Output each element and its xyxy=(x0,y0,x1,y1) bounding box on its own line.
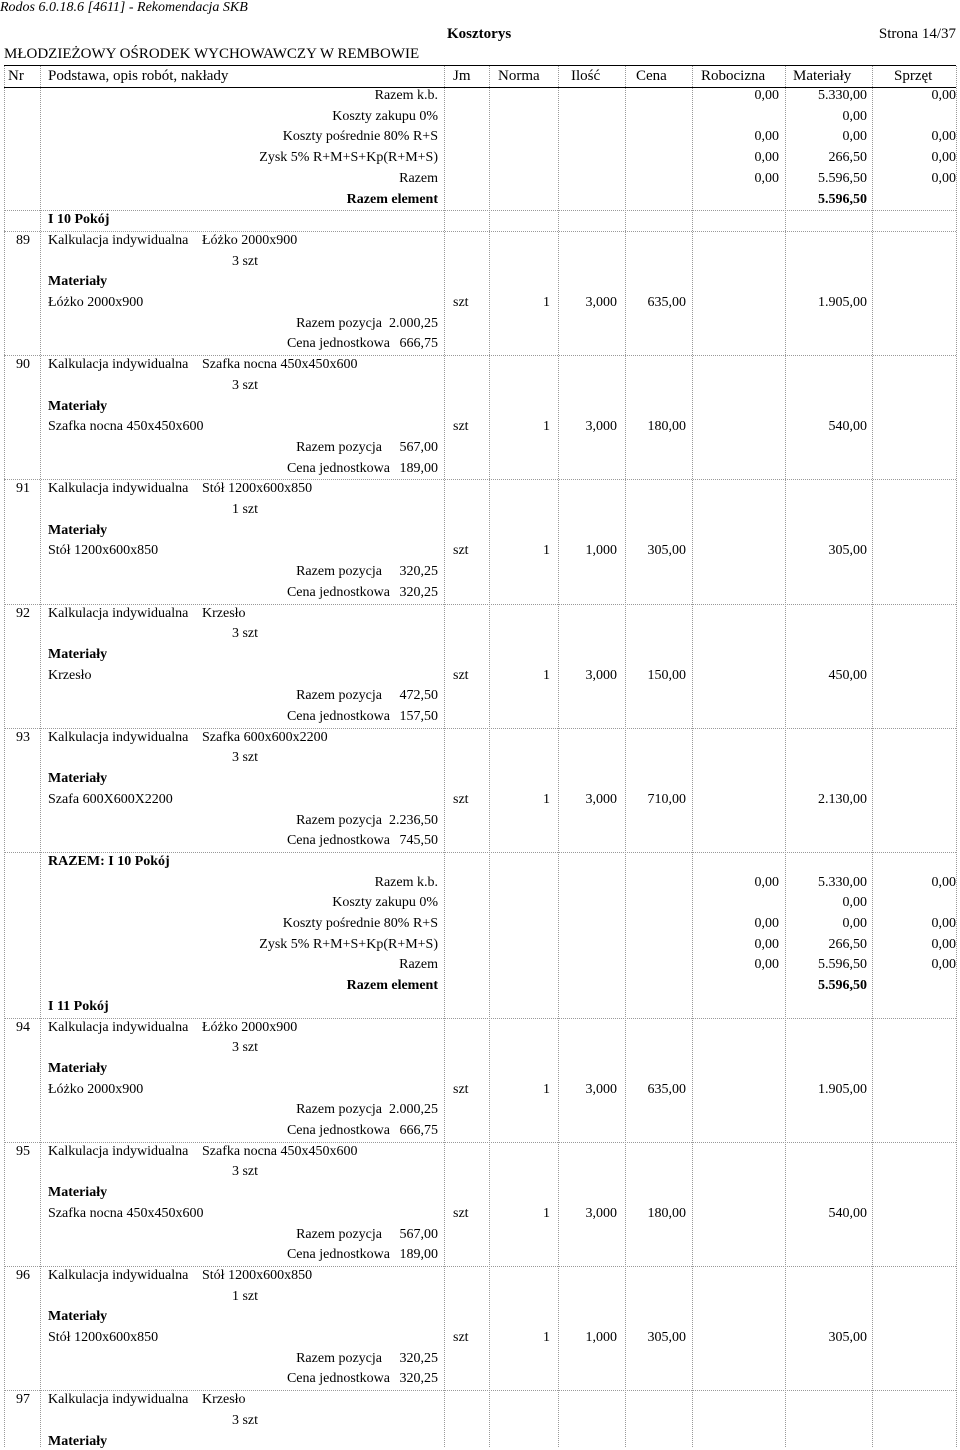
item-basis: Kalkulacja indywidualna xyxy=(48,1392,189,1408)
material-jm: szt xyxy=(453,295,469,310)
materials-header: Materiały xyxy=(48,1060,108,1076)
razem-pozycja-label: Razem pozycja xyxy=(296,564,382,580)
material-wartosc: 1.905,00 xyxy=(818,1081,867,1097)
razem-pozycja-value: 320,25 xyxy=(399,564,438,580)
summary-sprzet: 0,00 xyxy=(931,916,956,931)
summary-label: Razem xyxy=(399,957,438,973)
material-norma: 1 xyxy=(543,667,550,683)
summary-materialy: 0,00 xyxy=(842,916,867,931)
summary-sprzet: 0,00 xyxy=(931,150,956,166)
item-quantity: 3 szt xyxy=(231,377,258,393)
grid-line xyxy=(4,1390,956,1391)
item-basis: Kalkulacja indywidualna xyxy=(48,1143,189,1159)
razem-pozycja-label: Razem pozycja xyxy=(296,1226,382,1242)
summary-materialy: 266,50 xyxy=(828,150,867,166)
col-nr: Nr xyxy=(8,68,24,84)
cena-jednostkowa-label: Cena jednostkowa xyxy=(286,584,390,600)
summary-sprzet: 0,00 xyxy=(931,874,956,890)
cena-jednostkowa-label: Cena jednostkowa xyxy=(286,336,390,352)
material-cena: 635,00 xyxy=(647,295,686,310)
item-basis: Kalkulacja indywidualna xyxy=(48,232,189,248)
grid-line xyxy=(4,1266,956,1267)
summary-materialy: 5.596,50 xyxy=(818,170,867,186)
doc-title: Kosztorys xyxy=(447,26,512,42)
item-description: Szafka nocna 450x450x600 xyxy=(202,357,358,373)
item-description: Krzesło xyxy=(202,1392,246,1408)
page-label: Strona 14/37 xyxy=(878,26,956,42)
item-number: 90 xyxy=(16,357,30,373)
material-jm: szt xyxy=(453,543,469,559)
material-norma: 1 xyxy=(543,295,550,310)
summary-materialy: 0,00 xyxy=(842,129,867,145)
materials-header: Materiały xyxy=(48,522,108,538)
grid-line xyxy=(4,1018,956,1019)
grid-line xyxy=(4,1142,956,1143)
item-description: Krzesło xyxy=(202,605,246,621)
material-norma: 1 xyxy=(543,791,550,807)
materials-header: Materiały xyxy=(48,274,108,290)
cena-jednostkowa-label: Cena jednostkowa xyxy=(286,833,390,849)
razem-pozycja-label: Razem pozycja xyxy=(296,688,382,704)
summary-materialy: 5.330,00 xyxy=(818,874,867,890)
col-robocizna: Robocizna xyxy=(701,68,766,84)
razem-pozycja-label: Razem pozycja xyxy=(296,1102,382,1118)
item-basis: Kalkulacja indywidualna xyxy=(48,357,189,373)
materials-header: Materiały xyxy=(48,1185,108,1201)
item-number: 93 xyxy=(16,729,30,745)
material-wartosc: 2.130,00 xyxy=(818,791,867,807)
razem-pozycja-label: Razem pozycja xyxy=(296,315,382,331)
summary-label: Koszty pośrednie 80% R+S xyxy=(282,916,438,931)
cena-jednostkowa-value: 666,75 xyxy=(399,1123,438,1138)
summary-robocizna: 0,00 xyxy=(754,88,779,103)
col-jm: Jm xyxy=(453,68,471,84)
summary-label: Razem element xyxy=(346,978,438,994)
razem-pozycja-label: Razem pozycja xyxy=(296,439,382,455)
grid-line xyxy=(692,66,693,1447)
summary-label: Razem k.b. xyxy=(374,88,438,103)
item-basis: Kalkulacja indywidualna xyxy=(48,605,189,621)
summary-label: Koszty zakupu 0% xyxy=(332,895,438,911)
item-description: Łóżko 2000x900 xyxy=(202,232,298,248)
cena-jednostkowa-value: 157,50 xyxy=(399,709,438,724)
grid-line xyxy=(4,87,956,88)
materials-header: Materiały xyxy=(48,646,108,662)
item-quantity: 3 szt xyxy=(231,626,258,642)
grid-line xyxy=(4,355,956,356)
summary-robocizna: 0,00 xyxy=(754,874,779,890)
item-quantity: 1 szt xyxy=(231,502,258,517)
razem-pozycja-value: 320,25 xyxy=(399,1350,438,1366)
summary-materialy: 5.330,00 xyxy=(818,88,867,103)
item-number: 91 xyxy=(16,481,30,497)
section-title: I 11 Pokój xyxy=(48,998,109,1014)
col-norma: Norma xyxy=(498,68,540,84)
grid-line xyxy=(489,66,490,1447)
item-basis: Kalkulacja indywidualna xyxy=(48,1267,189,1283)
item-quantity: 3 szt xyxy=(231,1040,258,1056)
item-description: Stół 1200x600x850 xyxy=(202,481,313,497)
cena-jednostkowa-value: 189,00 xyxy=(399,460,438,476)
grid-line xyxy=(625,66,626,1447)
item-description: Łóżko 2000x900 xyxy=(202,1019,298,1035)
materials-header: Materiały xyxy=(48,1433,108,1449)
grid-line xyxy=(956,66,957,1447)
razem-pozycja-value: 2.236,50 xyxy=(389,812,438,828)
summary-label: Razem element xyxy=(346,191,438,207)
summary-label: Razem k.b. xyxy=(374,874,438,890)
col-sprzet: Sprzęt xyxy=(894,68,933,84)
item-basis: Kalkulacja indywidualna xyxy=(48,729,189,745)
cena-jednostkowa-value: 320,25 xyxy=(399,584,438,600)
summary-sprzet: 0,00 xyxy=(931,936,956,952)
summary-robocizna: 0,00 xyxy=(754,936,779,952)
summary-robocizna: 0,00 xyxy=(754,150,779,166)
grid-line xyxy=(4,210,956,211)
summary-label: Koszty pośrednie 80% R+S xyxy=(282,129,438,145)
grid-line xyxy=(4,852,956,853)
material-cena: 180,00 xyxy=(647,419,686,435)
item-quantity: 3 szt xyxy=(231,1412,258,1428)
grid-line xyxy=(4,231,956,232)
item-quantity: 3 szt xyxy=(231,253,258,269)
material-norma: 1 xyxy=(543,1205,550,1221)
razem-pozycja-value: 472,50 xyxy=(399,688,438,704)
material-jm: szt xyxy=(453,1205,469,1221)
razem-pozycja-value: 567,00 xyxy=(399,1226,438,1242)
material-name: Szafka nocna 450x450x600 xyxy=(48,419,204,435)
item-number: 89 xyxy=(16,232,30,248)
grid-line xyxy=(558,66,559,1447)
material-cena: 710,00 xyxy=(647,791,686,807)
material-ilosc: 1,000 xyxy=(585,1330,617,1345)
item-number: 94 xyxy=(16,1019,30,1035)
material-norma: 1 xyxy=(543,1081,550,1097)
material-cena: 180,00 xyxy=(647,1205,686,1221)
material-wartosc: 305,00 xyxy=(828,1330,867,1345)
grid-line xyxy=(40,66,41,1447)
material-jm: szt xyxy=(453,791,469,807)
material-name: Stół 1200x600x850 xyxy=(48,543,159,559)
investor-name: MŁODZIEŻOWY OŚRODEK WYCHOWAWCZY W REMBOWIE xyxy=(4,46,420,62)
material-name: Łóżko 2000x900 xyxy=(48,1081,144,1097)
summary-sprzet: 0,00 xyxy=(931,129,956,145)
material-cena: 635,00 xyxy=(647,1081,686,1097)
razem-pozycja-value: 2.000,25 xyxy=(389,1102,438,1118)
material-ilosc: 3,000 xyxy=(585,419,617,435)
item-number: 92 xyxy=(16,605,30,621)
grid-line xyxy=(4,65,956,66)
col-ilosc: Ilość xyxy=(571,68,601,84)
material-wartosc: 1.905,00 xyxy=(818,295,867,310)
summary-label: Zysk 5% R+M+S+Kp(R+M+S) xyxy=(259,936,438,952)
item-description: Stół 1200x600x850 xyxy=(202,1267,313,1283)
material-ilosc: 1,000 xyxy=(585,543,617,559)
item-quantity: 3 szt xyxy=(231,1164,258,1180)
item-number: 97 xyxy=(16,1392,30,1408)
material-ilosc: 3,000 xyxy=(585,295,617,310)
materials-header: Materiały xyxy=(48,398,108,414)
grid-line xyxy=(785,66,786,1447)
grid-line xyxy=(4,479,956,480)
col-materialy: Materiały xyxy=(793,68,852,84)
material-name: Stół 1200x600x850 xyxy=(48,1330,159,1345)
material-wartosc: 540,00 xyxy=(828,419,867,435)
col-basis: Podstawa, opis robót, nakłady xyxy=(48,68,229,84)
materials-header: Materiały xyxy=(48,1309,108,1325)
cena-jednostkowa-value: 666,75 xyxy=(399,336,438,352)
grid-line xyxy=(4,728,956,729)
material-ilosc: 3,000 xyxy=(585,1205,617,1221)
grid-line xyxy=(4,604,956,605)
item-basis: Kalkulacja indywidualna xyxy=(48,481,189,497)
cena-jednostkowa-value: 189,00 xyxy=(399,1247,438,1263)
cena-jednostkowa-value: 320,25 xyxy=(399,1371,438,1387)
section-total-title: RAZEM: I 10 Pokój xyxy=(48,853,170,869)
item-basis: Kalkulacja indywidualna xyxy=(48,1019,189,1035)
program-title: Rodos 6.0.18.6 [4611] - Rekomendacja SKB xyxy=(0,0,248,15)
grid-line xyxy=(4,66,5,1447)
section-title: I 10 Pokój xyxy=(48,212,110,228)
material-ilosc: 3,000 xyxy=(585,1081,617,1097)
razem-pozycja-label: Razem pozycja xyxy=(296,812,382,828)
summary-materialy: 5.596,50 xyxy=(818,957,867,973)
material-wartosc: 305,00 xyxy=(828,543,867,559)
material-cena: 150,00 xyxy=(647,667,686,683)
col-cena: Cena xyxy=(636,68,667,84)
summary-materialy: 5.596,50 xyxy=(818,978,867,994)
summary-sprzet: 0,00 xyxy=(931,170,956,186)
item-quantity: 1 szt xyxy=(231,1288,258,1304)
summary-label: Zysk 5% R+M+S+Kp(R+M+S) xyxy=(259,150,438,166)
material-name: Krzesło xyxy=(48,667,92,683)
summary-robocizna: 0,00 xyxy=(754,129,779,145)
cena-jednostkowa-label: Cena jednostkowa xyxy=(286,709,390,724)
razem-pozycja-label: Razem pozycja xyxy=(296,1350,382,1366)
summary-sprzet: 0,00 xyxy=(931,88,956,103)
cena-jednostkowa-label: Cena jednostkowa xyxy=(286,1371,390,1387)
cena-jednostkowa-label: Cena jednostkowa xyxy=(286,1123,390,1138)
razem-pozycja-value: 567,00 xyxy=(399,439,438,455)
grid-line xyxy=(872,66,873,1447)
material-name: Szafka nocna 450x450x600 xyxy=(48,1205,204,1221)
material-wartosc: 450,00 xyxy=(828,667,867,683)
item-number: 95 xyxy=(16,1143,30,1159)
cena-jednostkowa-value: 745,50 xyxy=(399,833,438,849)
item-description: Szafka 600x600x2200 xyxy=(202,729,328,745)
item-number: 96 xyxy=(16,1267,30,1283)
material-jm: szt xyxy=(453,419,469,435)
summary-robocizna: 0,00 xyxy=(754,916,779,931)
summary-robocizna: 0,00 xyxy=(754,957,779,973)
item-quantity: 3 szt xyxy=(231,750,258,766)
material-norma: 1 xyxy=(543,1330,550,1345)
material-ilosc: 3,000 xyxy=(585,667,617,683)
summary-materialy: 0,00 xyxy=(842,108,867,124)
cena-jednostkowa-label: Cena jednostkowa xyxy=(286,1247,390,1263)
summary-materialy: 0,00 xyxy=(842,895,867,911)
cena-jednostkowa-label: Cena jednostkowa xyxy=(286,460,390,476)
summary-robocizna: 0,00 xyxy=(754,170,779,186)
material-name: Łóżko 2000x900 xyxy=(48,295,144,310)
item-description: Szafka nocna 450x450x600 xyxy=(202,1143,358,1159)
material-jm: szt xyxy=(453,667,469,683)
summary-sprzet: 0,00 xyxy=(931,957,956,973)
material-wartosc: 540,00 xyxy=(828,1205,867,1221)
material-ilosc: 3,000 xyxy=(585,791,617,807)
material-name: Szafa 600X600X2200 xyxy=(48,791,173,807)
material-norma: 1 xyxy=(543,419,550,435)
material-norma: 1 xyxy=(543,543,550,559)
material-jm: szt xyxy=(453,1330,469,1345)
razem-pozycja-value: 2.000,25 xyxy=(389,315,438,331)
material-jm: szt xyxy=(453,1081,469,1097)
materials-header: Materiały xyxy=(48,771,108,787)
summary-label: Koszty zakupu 0% xyxy=(332,108,438,124)
summary-materialy: 266,50 xyxy=(828,936,867,952)
summary-materialy: 5.596,50 xyxy=(818,191,867,207)
grid-line xyxy=(444,66,445,1447)
material-cena: 305,00 xyxy=(647,1330,686,1345)
summary-label: Razem xyxy=(399,170,438,186)
material-cena: 305,00 xyxy=(647,543,686,559)
